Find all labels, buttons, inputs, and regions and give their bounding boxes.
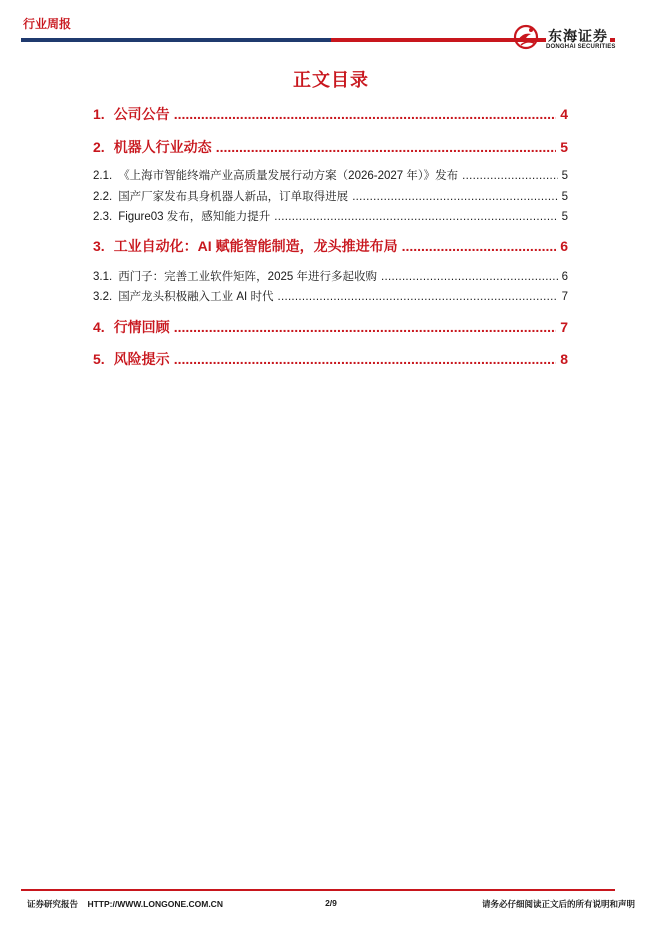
toc-leader — [381, 271, 558, 283]
footer-divider — [21, 889, 615, 891]
toc-title: 机器人行业动态 — [113, 139, 212, 155]
toc-number: 4. — [93, 319, 105, 335]
toc-page: 6 — [561, 271, 568, 283]
company-logo — [509, 20, 619, 54]
toc-page: 5 — [561, 191, 568, 203]
toc-leader — [277, 291, 557, 303]
toc-title: 公司公告 — [113, 106, 170, 122]
toc-page: 5 — [560, 139, 568, 155]
toc-entry-3-2[interactable] — [93, 288, 568, 304]
toc-number: 3.2. — [93, 291, 113, 303]
toc-number: 2. — [93, 139, 105, 155]
toc-number: 2.1. — [93, 170, 113, 182]
footer-website: 证券研究报告 HTTP://WWW.LONGONE.COM.CN — [27, 899, 223, 909]
footer-disclaimer: 请务必仔细阅读正文后的所有说明和声明 — [481, 899, 635, 909]
toc-page: 5 — [561, 211, 568, 223]
toc-page: 6 — [560, 238, 568, 254]
toc-title: 风险提示 — [113, 351, 170, 367]
page-title: 正文目录 — [293, 70, 369, 90]
toc-entry-2-3[interactable] — [93, 208, 568, 224]
toc-leader — [216, 139, 557, 155]
toc-leader — [174, 319, 557, 335]
toc-number: 5. — [93, 351, 105, 367]
toc-entry-3[interactable] — [93, 236, 568, 256]
toc-entry-2-1[interactable] — [93, 167, 568, 183]
toc-title: 西门子：完善工业软件矩阵，2025 年进行多起收购 — [118, 271, 377, 283]
toc-title: 工业自动化：AI 赋能智能制造，龙头推进布局 — [113, 238, 398, 254]
toc-number: 3. — [93, 238, 105, 254]
toc-entry-2-2[interactable] — [93, 188, 568, 204]
toc-leader — [402, 238, 557, 254]
toc-entry-1[interactable] — [93, 104, 568, 124]
toc-leader — [174, 351, 557, 367]
logo-subtitle: DONGHAI SECURITIES — [546, 44, 616, 50]
toc-entry-3-1[interactable] — [93, 268, 568, 284]
toc-title: 《上海市智能终端产业高质量发展行动方案（2026-2027 年）》发布 — [118, 170, 459, 182]
toc-entry-5[interactable] — [93, 349, 568, 369]
toc-leader — [352, 191, 557, 203]
toc-title: 行情回顾 — [113, 319, 170, 335]
toc-leader — [174, 106, 557, 122]
toc-page: 7 — [561, 291, 568, 303]
toc-page: 7 — [560, 319, 568, 335]
logo-name: 东海证券 — [548, 28, 608, 44]
toc-number: 3.1. — [93, 271, 113, 283]
page-number: 2/9 — [325, 898, 337, 908]
logo-emblem-icon — [509, 20, 543, 54]
toc-title: 国产龙头积极融入工业 AI 时代 — [118, 291, 274, 303]
report-type-label: 行业周报 — [23, 17, 72, 31]
toc-page: 5 — [561, 170, 568, 182]
toc-entry-4[interactable] — [93, 317, 568, 337]
toc-number: 2.2. — [93, 191, 113, 203]
toc-number: 2.3. — [93, 211, 113, 223]
toc-leader — [462, 170, 557, 182]
toc-title: 国产厂家发布具身机器人新品，订单取得进展 — [118, 191, 349, 203]
toc-page: 8 — [560, 351, 568, 367]
toc-number: 1. — [93, 106, 105, 122]
toc-title: Figure03 发布，感知能力提升 — [118, 211, 271, 223]
toc-leader — [274, 211, 557, 223]
toc-page: 4 — [560, 106, 568, 122]
toc-entry-2[interactable] — [93, 137, 568, 157]
